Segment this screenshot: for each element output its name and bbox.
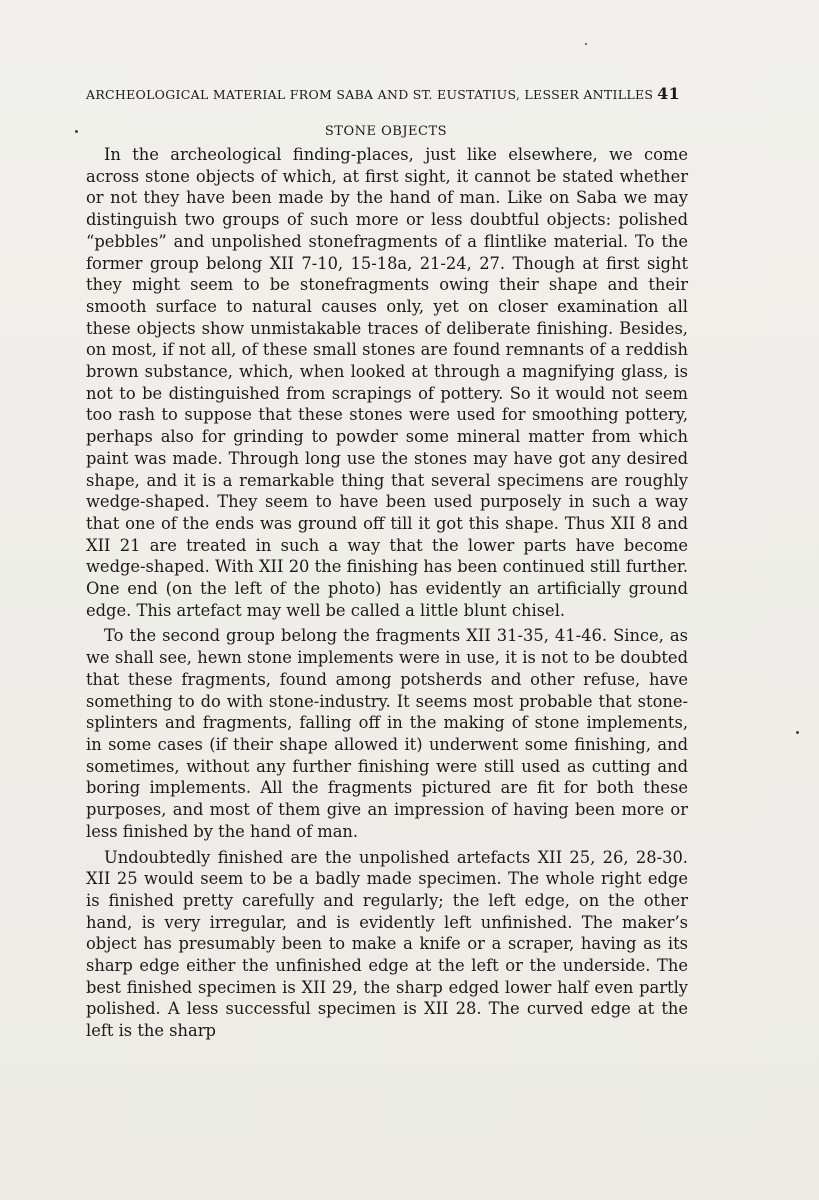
running-title: ARCHEOLOGICAL MATERIAL FROM SABA AND ST. EUSTATIUS, LESSER ANTILLES: [86, 87, 654, 102]
page-number: 41: [657, 84, 680, 103]
paragraph-3: Undoubtedly finished are the unpolished artefacts XII 25, 26, 28-30. XII 25 would seem to be a badly made specimen. The whole right edge is finished pretty carefully and regularly; the left edge, on the other hand, is very irregular, and is evidently left unfinished. The maker’s object has presumably been to make a knife or a scraper, having as its sharp edge either the unfinished edge at the left or the underside. The best finished specimen is XII 29, the sharp edged lower half even partly polished. A less successful specimen is XII 28. The curved edge at the left is the sharp: [86, 847, 688, 1041]
paragraph-1: In the archeological finding-places, just like elsewhere, we come across stone objects of which, at first sight, it cannot be stated whether or not they have been made by the hand of man. Like on Saba we may distinguish two groups of such more or less doubtful objects: polished “pebbles” and unpolished stonefragments of a flintlike material. To the former group belong XII 7-10, 15-18a, 21-24, 27. Though at first sight they might seem to be stonefragments owing their shape and their smooth surface to natural causes only, yet on closer examination all these objects show unmistakable traces of deliberate finishing. Besides, on most, if not all, of these small stones are found remnants of a reddish brown substance, which, when looked at through a magnifying glass, is not to be distinguished from scrapings of pottery. So it would not seem too rash to suppose that these stones were used for smoothing pottery, perhaps also for grinding to powder some mineral matter from which paint was made. Through long use the stones may have got any desired shape, and it is a remarkable thing that several specimens are roughly wedge-shaped. They seem to have been used purposely in such a way that one of the ends was ground off till it got this shape. Thus XII 8 and XII 21 are treated in such a way that the lower parts have become wedge-shaped. With XII 20 the finishing has been continued still further. One end (on the left of the photo) has evidently an artificially ground edge. This artefact may well be called a little blunt chisel.: [86, 145, 688, 620]
paragraph-2: To the second group belong the fragments XII 31-35, 41-46. Since, as we shall see, hewn stone implements were in use, it is not to be doubted that these fragments, found among potsherds and other refuse, have something to do with stone-industry. It seems most probable that stone-splinters and fragments, falling off in the making of stone implements, in some cases (if their shape allowed it) underwent some finishing, and sometimes, without any further finishing were still used as cutting and boring implements. All the fragments pictured are fit for both these purposes, and most of them give an impression of having been more or less finished by the hand of man.: [86, 626, 688, 841]
body-text: [86, 144, 688, 1042]
scan-speck: [796, 731, 799, 734]
scan-speck: [585, 43, 587, 45]
running-header: [86, 84, 680, 103]
scan-speck: [75, 130, 78, 133]
section-title: STONE OBJECTS: [324, 124, 448, 139]
